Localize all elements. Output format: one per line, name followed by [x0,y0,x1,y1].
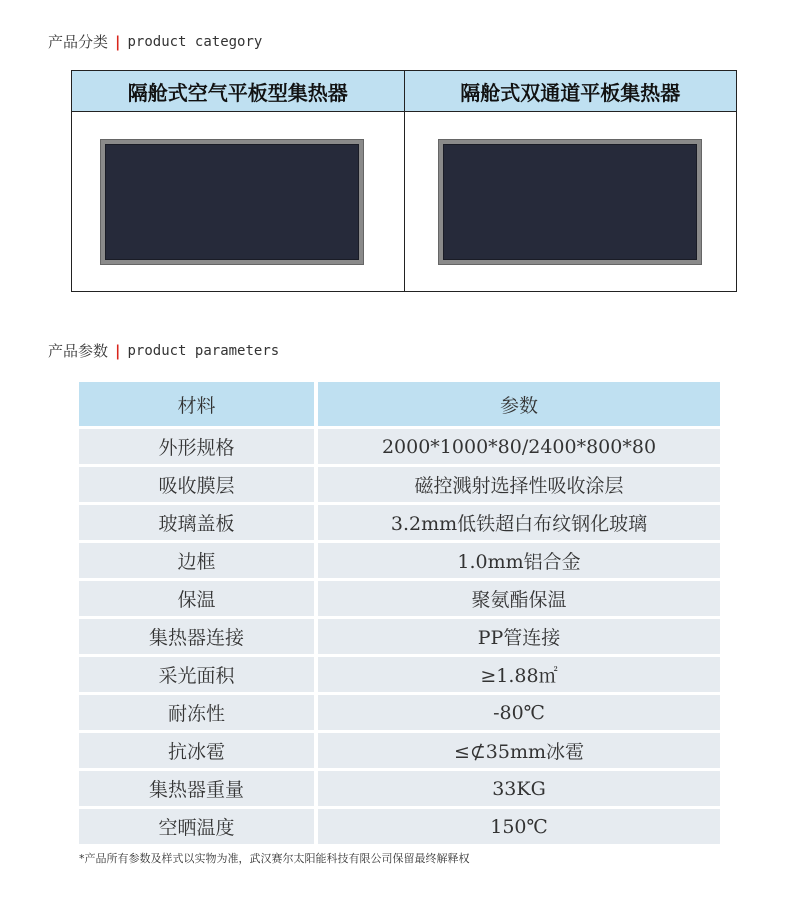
table-header-row [79,382,720,426]
header-material: 材料 [79,382,314,426]
param-value: ≤⊄35mm冰雹 [318,733,720,768]
category-heading-en: product category [127,33,263,50]
param-name: 耐冻性 [79,695,314,730]
param-value: PP管连接 [318,619,720,654]
product-category-table [71,70,737,292]
param-name: 空晒温度 [79,809,314,844]
table-row [79,733,720,768]
product-card-2 [404,71,737,291]
param-value: 2000*1000*80/2400*800*80 [318,429,720,464]
param-name: 外形规格 [79,429,314,464]
table-row [79,543,720,578]
category-heading [48,31,262,52]
param-name: 集热器重量 [79,771,314,806]
category-heading-zh: 产品分类 [48,33,109,51]
product-image-area-2 [405,112,737,291]
heading-separator: | [115,341,121,360]
param-value: 33KG [318,771,720,806]
param-name: 抗冰雹 [79,733,314,768]
header-parameter: 参数 [318,382,720,426]
table-row [79,429,720,464]
param-name: 采光面积 [79,657,314,692]
collector-panel-image-2 [438,139,702,265]
product-name-2: 隔舱式双通道平板集热器 [405,71,737,112]
table-row [79,505,720,540]
param-name: 保温 [79,581,314,616]
heading-separator: | [115,32,121,51]
absorber-surface [105,144,359,260]
table-row [79,467,720,502]
param-value: 1.0mm铝合金 [318,543,720,578]
product-parameters-table [79,382,720,847]
table-row [79,771,720,806]
params-heading-zh: 产品参数 [48,342,109,360]
param-value: ≥1.88㎡ [318,657,720,692]
collector-panel-image-1 [100,139,364,265]
param-name: 边框 [79,543,314,578]
param-name: 集热器连接 [79,619,314,654]
params-heading [48,340,279,361]
param-value: -80℃ [318,695,720,730]
disclaimer-note: *产品所有参数及样式以实物为准，武汉赛尔太阳能科技有限公司保留最终解释权 [79,852,470,865]
param-value: 150℃ [318,809,720,844]
param-name: 吸收膜层 [79,467,314,502]
absorber-surface [443,144,697,260]
product-name-1: 隔舱式空气平板型集热器 [72,71,404,112]
param-value: 磁控溅射选择性吸收涂层 [318,467,720,502]
param-name: 玻璃盖板 [79,505,314,540]
param-value: 聚氨酯保温 [318,581,720,616]
table-row [79,695,720,730]
product-image-area-1 [72,112,404,291]
table-row [79,619,720,654]
table-row [79,657,720,692]
param-value: 3.2mm低铁超白布纹钢化玻璃 [318,505,720,540]
params-heading-en: product parameters [127,342,280,359]
table-row [79,809,720,844]
product-card-1 [72,71,404,291]
table-row [79,581,720,616]
